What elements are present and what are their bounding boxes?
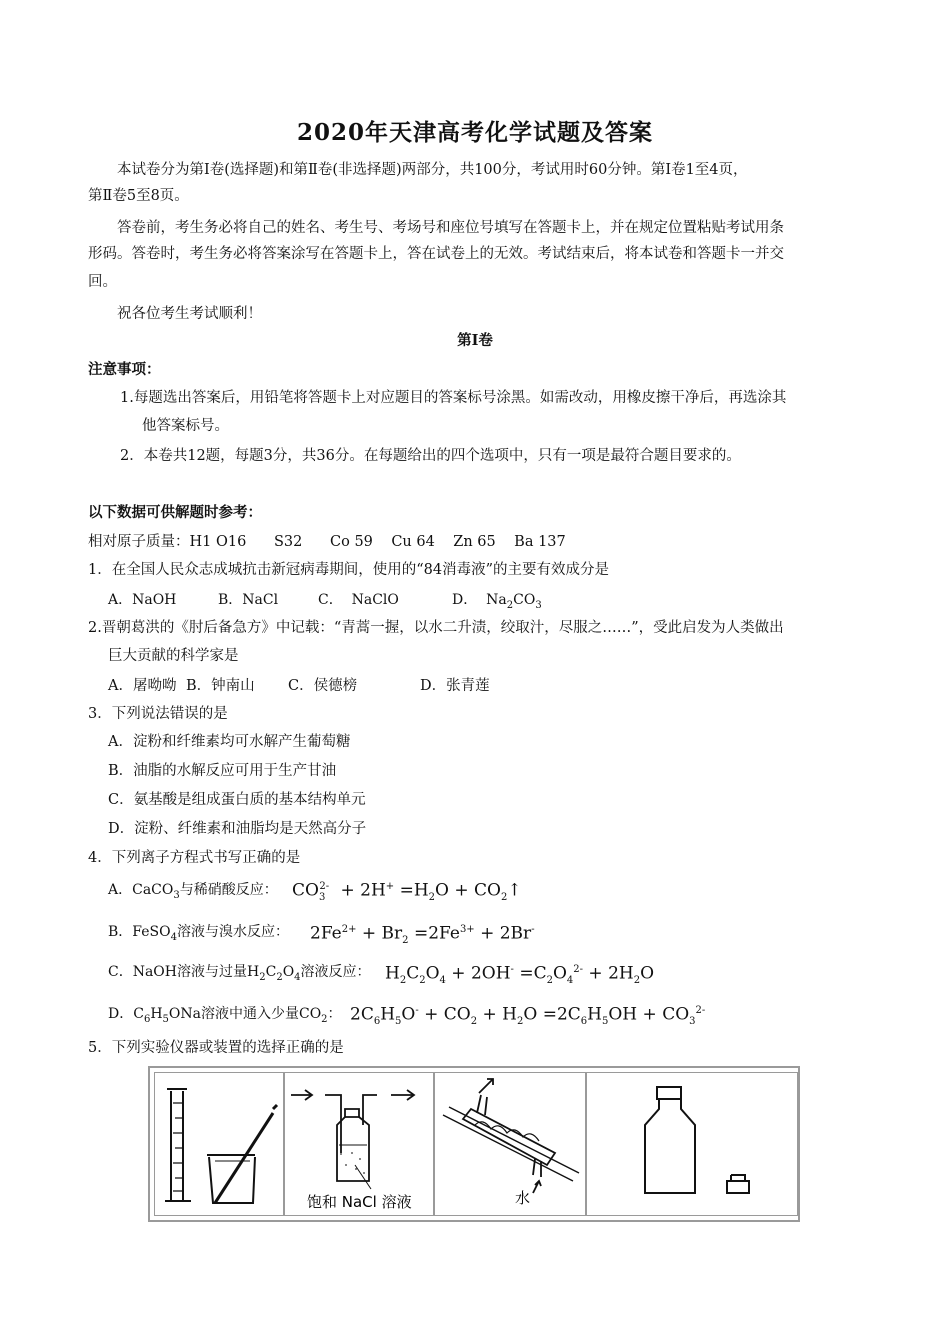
- question-4-option-a: A．CaCO$_3$与稀硝酸反应：: [108, 882, 278, 901]
- section-heading: 第Ⅰ卷: [457, 332, 493, 349]
- question-2-option-a: A．屠呦呦: [108, 678, 177, 694]
- question-3-option-c: C．氨基酸是组成蛋白质的基本结构单元: [108, 792, 366, 808]
- question-1-option-d: D． $Na_2CO_3$: [452, 592, 542, 611]
- intro-line-2: 第Ⅱ卷5至8页。: [88, 188, 189, 204]
- bottle-caption: 饱和 NaCl 溶液: [307, 1193, 412, 1211]
- equation-d: $2C_6H_5O^- + CO_2 + H_2O =2C_6H_5OH + CO_3^{2-}$: [350, 1004, 706, 1028]
- apparatus-panel-d: [586, 1072, 798, 1216]
- note-1-cont: 他答案标号。: [142, 418, 229, 434]
- equation-a: $CO_3^{2-} + 2H^+ =H_2O$ + $CO_2↑$: [292, 880, 522, 904]
- question-4-option-c: C．NaOH溶液与过量$H_2C_2O_4$溶液反应：: [108, 964, 371, 983]
- equation-c: $H_2C_2O_4 + 2OH^- =C_2O_4^{2-} + 2H_2O$: [385, 963, 655, 987]
- question-3-stem: 3．下列说法错误的是: [88, 706, 228, 722]
- apparatus-panel-a: [154, 1072, 284, 1216]
- question-3-option-a: A．淀粉和纤维素均可水解产生葡萄糖: [108, 734, 351, 750]
- page-title: 2020年天津高考化学试题及答案: [296, 119, 653, 146]
- water-caption: 水: [515, 1189, 531, 1207]
- question-4-option-b: B．FeSO$_4$溶液与溴水反应：: [108, 924, 289, 943]
- notes-heading: 注意事项：: [88, 361, 161, 378]
- question-2-stem: 2.晋朝葛洪的《肘后备急方》中记载：“青蒿一握，以水二升渍，绞取汁，尽服之……”，受此启发为人类做出: [88, 620, 784, 636]
- question-1-option-a: A．NaOH: [108, 592, 177, 608]
- question-3-option-b: B．油脂的水解反应可用于生产甘油: [108, 763, 337, 779]
- question-2-stem-cont: 巨大贡献的科学家是: [108, 648, 239, 664]
- intro-line-3: 答卷前，考生务必将自己的姓名、考生号、考场号和座位号填写在答题卡上，并在规定位置粘贴考试用条: [117, 220, 784, 236]
- question-2-option-d: D．张青莲: [420, 678, 490, 694]
- question-2-option-b: B．钟南山: [186, 678, 255, 694]
- question-1-option-c: C． NaClO: [318, 592, 399, 608]
- intro-line-4: 形码。答卷时，考生务必将答案涂写在答题卡上，答在试卷上的无效。考试结束后，将本试卷和答题卡一并交: [88, 246, 784, 262]
- intro-line-1: 本试卷分为第Ⅰ卷(选择题)和第Ⅱ卷(非选择题)两部分，共100分，考试用时60分钟。第Ⅰ卷1至4页，: [117, 162, 748, 178]
- equation-b: $2Fe^{2+} + Br_2 =2Fe^{3+} + 2Br^-$: [310, 923, 535, 947]
- intro-line-6: 祝各位考生考试顺利！: [117, 306, 262, 322]
- apparatus-panel-c: [434, 1072, 586, 1216]
- apparatus-figure: [148, 1066, 800, 1222]
- condenser-drawing: [435, 1073, 585, 1215]
- note-2: 2．本卷共12题，每题3分，共36分。在每题给出的四个选项中，只有一项是最符合题目要求的。: [120, 448, 741, 464]
- reagent-bottle-drawing: [587, 1073, 797, 1215]
- atomic-mass-line: 相对原子质量：H1 O16 S32 Co 59 Cu 64 Zn 65 Ba 137: [88, 534, 566, 550]
- reference-heading: 以下数据可供解题时参考：: [88, 504, 262, 521]
- apparatus-panel-b: [284, 1072, 434, 1216]
- question-1-option-b: B．NaCl: [218, 592, 279, 608]
- question-4-option-d: D．$C_6H_5ONa$溶液中通入少量$CO_2$：: [108, 1006, 342, 1025]
- intro-line-5: 回。: [88, 274, 117, 290]
- question-5-stem: 5．下列实验仪器或装置的选择正确的是: [88, 1040, 344, 1056]
- question-3-option-d: D．淀粉、纤维素和油脂均是天然高分子: [108, 821, 367, 837]
- question-2-option-c: C．侯德榜: [288, 678, 358, 694]
- question-1-stem: 1．在全国人民众志成城抗击新冠病毒期间，使用的“84消毒液”的主要有效成分是: [88, 562, 609, 578]
- gas-washing-bottle-drawing: [285, 1073, 433, 1215]
- question-4-stem: 4．下列离子方程式书写正确的是: [88, 850, 301, 866]
- note-1: 1.每题选出答案后，用铅笔将答题卡上对应题目的答案标号涂黑。如需改动，用橡皮擦干净后，再选涂其: [120, 390, 787, 406]
- cylinder-beaker-drawing: [155, 1073, 283, 1215]
